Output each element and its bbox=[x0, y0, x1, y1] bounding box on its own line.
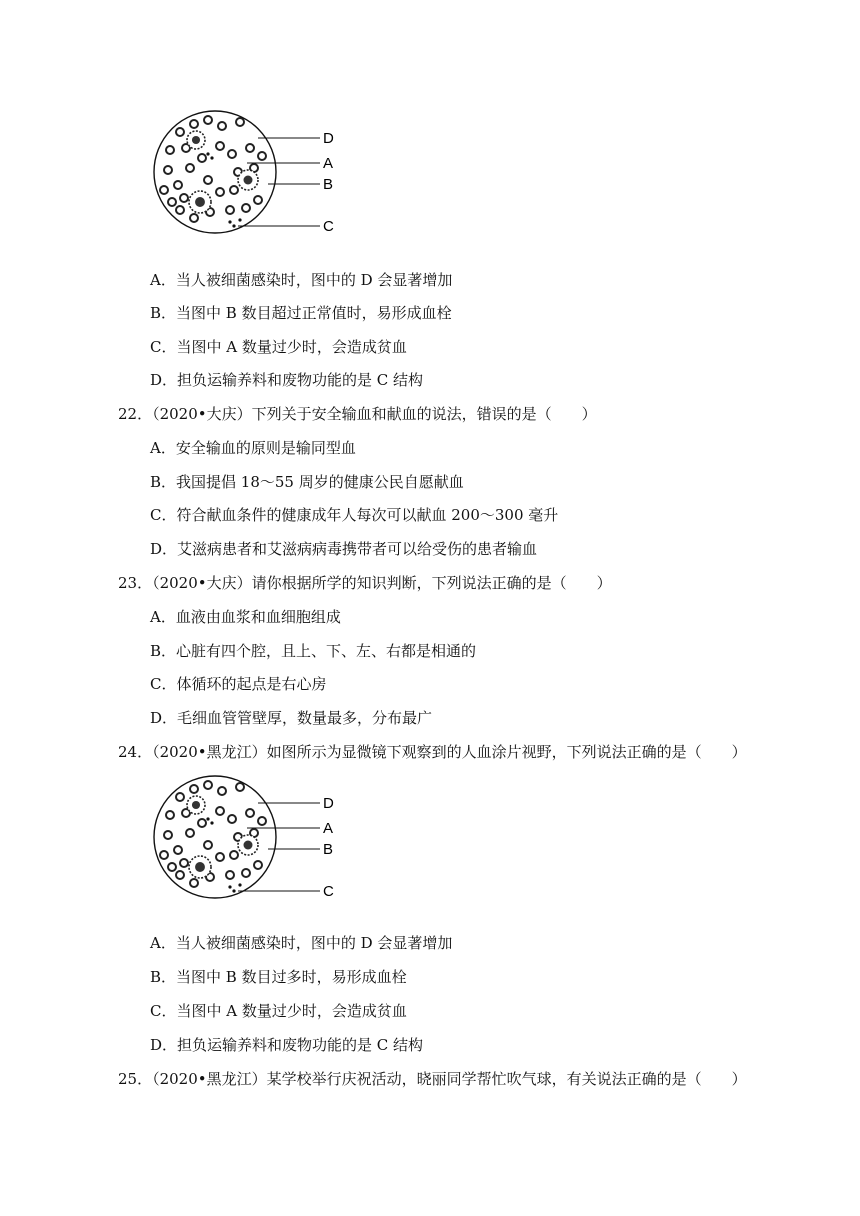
platelet bbox=[232, 889, 235, 892]
blood-smear-figure-1 bbox=[150, 110, 350, 235]
red-blood-cell bbox=[228, 150, 236, 158]
platelet bbox=[210, 821, 213, 824]
red-blood-cell bbox=[204, 781, 212, 789]
red-blood-cell bbox=[164, 166, 172, 174]
red-blood-cell bbox=[236, 783, 244, 791]
q22-option-b: B．我国提倡 18～55 周岁的健康公民自愿献血 bbox=[150, 473, 464, 491]
red-blood-cell bbox=[160, 186, 168, 194]
red-blood-cell bbox=[186, 164, 194, 172]
red-blood-cell bbox=[204, 116, 212, 124]
q21-option-c: C．当图中 A 数量过少时，会造成贫血 bbox=[150, 338, 407, 356]
q24-stem: 24．（2020•黑龙江）如图所示为显微镜下观察到的人血涂片视野，下列说法正确的是（ ） bbox=[118, 743, 747, 761]
red-blood-cell bbox=[190, 785, 198, 793]
white-blood-cell-nucleus bbox=[244, 176, 253, 185]
q22-option-a: A．安全输血的原则是输同型血 bbox=[150, 439, 356, 457]
red-blood-cell bbox=[166, 811, 174, 819]
platelet bbox=[206, 152, 209, 155]
red-blood-cell bbox=[218, 787, 226, 795]
red-blood-cell bbox=[216, 807, 224, 815]
red-blood-cell bbox=[174, 846, 182, 854]
red-blood-cell bbox=[230, 851, 238, 859]
platelet bbox=[210, 156, 213, 159]
red-blood-cell bbox=[218, 122, 226, 130]
white-blood-cell-nucleus bbox=[192, 801, 200, 809]
red-blood-cell bbox=[180, 859, 188, 867]
q24-option-a: A．当人被细菌感染时，图中的 D 会显著增加 bbox=[150, 934, 453, 952]
red-blood-cell bbox=[216, 188, 224, 196]
label-b: B bbox=[323, 841, 334, 858]
q21-option-b: B．当图中 B 数目超过正常值时，易形成血栓 bbox=[150, 304, 452, 322]
label-c: C bbox=[323, 218, 334, 235]
red-blood-cell bbox=[242, 204, 250, 212]
red-blood-cell bbox=[254, 196, 262, 204]
red-blood-cell bbox=[204, 841, 212, 849]
q22-option-c: C．符合献血条件的健康成年人每次可以献血 200～300 毫升 bbox=[150, 506, 559, 524]
label-d: D bbox=[323, 130, 334, 147]
platelet bbox=[206, 817, 209, 820]
red-blood-cell bbox=[226, 206, 234, 214]
red-blood-cell bbox=[228, 815, 236, 823]
red-blood-cell bbox=[258, 817, 266, 825]
red-blood-cell bbox=[230, 186, 238, 194]
q23-option-c: C．体循环的起点是右心房 bbox=[150, 675, 327, 693]
red-blood-cell bbox=[190, 214, 198, 222]
red-blood-cell bbox=[190, 879, 198, 887]
blood-smear-diagram bbox=[150, 775, 350, 900]
red-blood-cell bbox=[160, 851, 168, 859]
q24-option-b: B．当图中 B 数目过多时，易形成血栓 bbox=[150, 968, 407, 986]
red-blood-cell bbox=[180, 194, 188, 202]
red-blood-cell bbox=[246, 144, 254, 152]
white-blood-cell-nucleus bbox=[195, 862, 205, 872]
red-blood-cell bbox=[216, 142, 224, 150]
red-blood-cell bbox=[166, 146, 174, 154]
q21-option-d: D．担负运输养料和废物功能的是 C 结构 bbox=[150, 371, 424, 389]
red-blood-cell bbox=[176, 128, 184, 136]
red-blood-cell bbox=[198, 154, 206, 162]
red-blood-cell bbox=[254, 861, 262, 869]
red-blood-cell bbox=[174, 181, 182, 189]
q22-stem: 22．（2020•大庆）下列关于安全输血和献血的说法，错误的是（ ） bbox=[118, 405, 597, 423]
red-blood-cell bbox=[242, 869, 250, 877]
red-blood-cell bbox=[190, 120, 198, 128]
red-blood-cell bbox=[258, 152, 266, 160]
q25-stem: 25．（2020•黑龙江）某学校举行庆祝活动，晓丽同学帮忙吹气球，有关说法正确的是（ ） bbox=[118, 1070, 747, 1088]
red-blood-cell bbox=[226, 871, 234, 879]
q24-option-d: D．担负运输养料和废物功能的是 C 结构 bbox=[150, 1036, 424, 1054]
label-a: A bbox=[323, 820, 334, 837]
platelet bbox=[228, 220, 231, 223]
red-blood-cell bbox=[204, 176, 212, 184]
white-blood-cell-nucleus bbox=[195, 197, 205, 207]
q23-option-b: B．心脏有四个腔，且上、下、左、右都是相通的 bbox=[150, 642, 477, 660]
red-blood-cell bbox=[246, 809, 254, 817]
label-a: A bbox=[323, 155, 334, 172]
platelet bbox=[238, 218, 241, 221]
q23-option-d: D．毛细血管管壁厚，数量最多，分布最广 bbox=[150, 709, 433, 727]
red-blood-cell bbox=[168, 863, 176, 871]
blood-smear-diagram bbox=[150, 110, 350, 235]
q21-option-a: A．当人被细菌感染时，图中的 D 会显著增加 bbox=[150, 271, 453, 289]
red-blood-cell bbox=[198, 819, 206, 827]
q23-option-a: A．血液由血浆和血细胞组成 bbox=[150, 608, 341, 626]
platelet bbox=[228, 885, 231, 888]
red-blood-cell bbox=[186, 829, 194, 837]
red-blood-cell bbox=[176, 793, 184, 801]
platelet bbox=[238, 883, 241, 886]
platelet bbox=[232, 224, 235, 227]
label-b: B bbox=[323, 176, 334, 193]
white-blood-cell-nucleus bbox=[192, 136, 200, 144]
red-blood-cell bbox=[236, 118, 244, 126]
red-blood-cell bbox=[176, 206, 184, 214]
q22-option-d: D．艾滋病患者和艾滋病病毒携带者可以给受伤的患者输血 bbox=[150, 540, 538, 558]
blood-smear-figure-2 bbox=[150, 775, 350, 900]
label-c: C bbox=[323, 883, 334, 900]
red-blood-cell bbox=[176, 871, 184, 879]
white-blood-cell-nucleus bbox=[244, 841, 253, 850]
q24-option-c: C．当图中 A 数量过少时，会造成贫血 bbox=[150, 1002, 407, 1020]
red-blood-cell bbox=[168, 198, 176, 206]
label-d: D bbox=[323, 795, 334, 812]
red-blood-cell bbox=[164, 831, 172, 839]
red-blood-cell bbox=[216, 853, 224, 861]
q23-stem: 23．（2020•大庆）请你根据所学的知识判断，下列说法正确的是（ ） bbox=[118, 574, 612, 592]
